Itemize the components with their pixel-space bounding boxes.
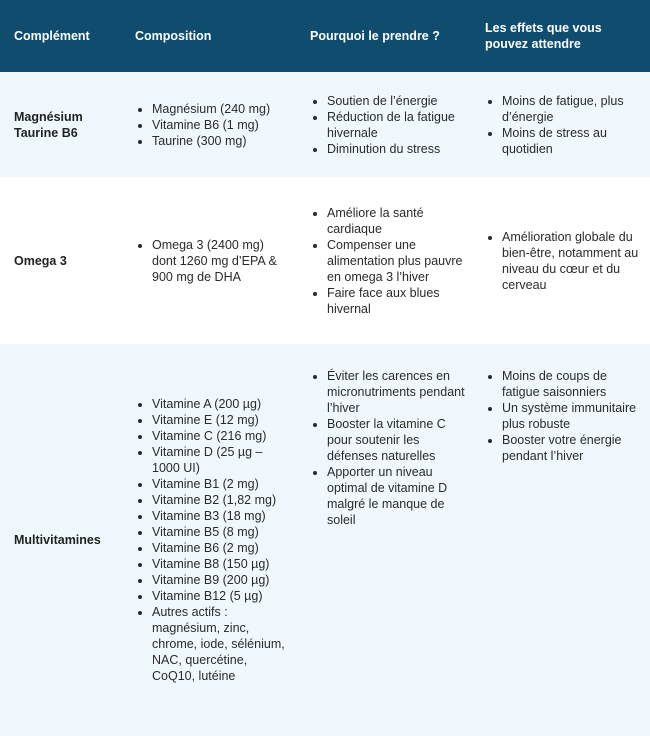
composition-cell (121, 177, 296, 344)
list-item: • Vitamine C (216 mg) (152, 428, 290, 444)
list-item: • Vitamine D (25 µg – 1000 UI) (152, 444, 290, 476)
list-item: • Diminution du stress (327, 141, 465, 157)
why-list (310, 93, 465, 157)
composition-cell (121, 344, 296, 736)
why-cell (296, 72, 471, 177)
list-item: • Vitamine A (200 µg) (152, 396, 290, 412)
composition-list (135, 396, 290, 684)
why-list (310, 368, 465, 528)
complement-name: Magnésium Taurine B6 (14, 109, 83, 140)
list-item: • Compenser une alimentation plus pauvre en omega 3 l’hiver (327, 237, 465, 285)
list-item: • Faire face aux blues hivernal (327, 285, 465, 317)
table-row-magnesium (0, 72, 650, 177)
list-item: • Booster votre énergie pendant l’hiver (502, 432, 644, 464)
list-item: • Moins de stress au quotidien (502, 125, 644, 157)
table-row-omega3 (0, 177, 650, 344)
list-item: • Omega 3 (2400 mg) dont 1260 mg d’EPA & 900 mg de DHA (152, 237, 290, 285)
effects-cell (471, 177, 650, 344)
header-why: Pourquoi le prendre ? (310, 29, 440, 43)
list-item: • Vitamine B6 (2 mg) (152, 540, 290, 556)
effects-list (485, 368, 644, 464)
list-item: • Vitamine B12 (5 µg) (152, 588, 290, 604)
list-item: • Moins de coups de fatigue saisonniers (502, 368, 644, 400)
list-item: • Soutien de l’énergie (327, 93, 465, 109)
list-item: • Booster la vitamine C pour soutenir les défenses naturelles (327, 416, 465, 464)
table-row-multivitamines (0, 344, 650, 736)
header-composition: Composition (135, 29, 212, 43)
list-item: • Vitamine E (12 mg) (152, 412, 290, 428)
list-item: • Vitamine B8 (150 µg) (152, 556, 290, 572)
list-item: • Moins de fatigue, plus d’énergie (502, 93, 644, 125)
effects-cell (471, 344, 650, 736)
list-item: • Un système immunitaire plus robuste (502, 400, 644, 432)
list-item: • Réduction de la fatigue hivernale (327, 109, 465, 141)
list-item: • Magnésium (240 mg) (152, 101, 290, 117)
header-complement: Complément (14, 29, 90, 43)
list-item: • Amélioration globale du bien-être, notamment au niveau du cœur et du cerveau (502, 229, 644, 293)
list-item: • Vitamine B2 (1,82 mg) (152, 492, 290, 508)
list-item: • Améliore la santé cardiaque (327, 205, 465, 237)
composition-list (135, 101, 290, 149)
why-cell (296, 177, 471, 344)
table-header-row (0, 0, 650, 72)
complement-name: Multivitamines (14, 533, 101, 547)
composition-cell (121, 72, 296, 177)
composition-list (135, 237, 290, 285)
why-cell (296, 344, 471, 736)
complement-name: Omega 3 (14, 253, 67, 268)
why-list (310, 205, 465, 317)
list-item: • Vitamine B6 (1 mg) (152, 117, 290, 133)
list-item: • Apporter un niveau optimal de vitamine D malgré le manque de soleil (327, 464, 465, 528)
list-item: • Vitamine B5 (8 mg) (152, 524, 290, 540)
list-item: • Vitamine B1 (2 mg) (152, 476, 290, 492)
list-item: • Vitamine B3 (18 mg) (152, 508, 290, 524)
list-item: • Éviter les carences en micronutriments pendant l’hiver (327, 368, 465, 416)
effects-list (485, 93, 644, 157)
list-item: • Taurine (300 mg) (152, 133, 290, 149)
effects-list (485, 229, 644, 293)
list-item: • Vitamine B9 (200 µg) (152, 572, 290, 588)
header-effects: Les effets que vous pouvez attendre (485, 21, 602, 51)
list-item: • Autres actifs : magnésium, zinc, chrome, iode, sélénium, NAC, quercétine, CoQ10, lutéine (152, 604, 290, 684)
effects-cell (471, 72, 650, 177)
